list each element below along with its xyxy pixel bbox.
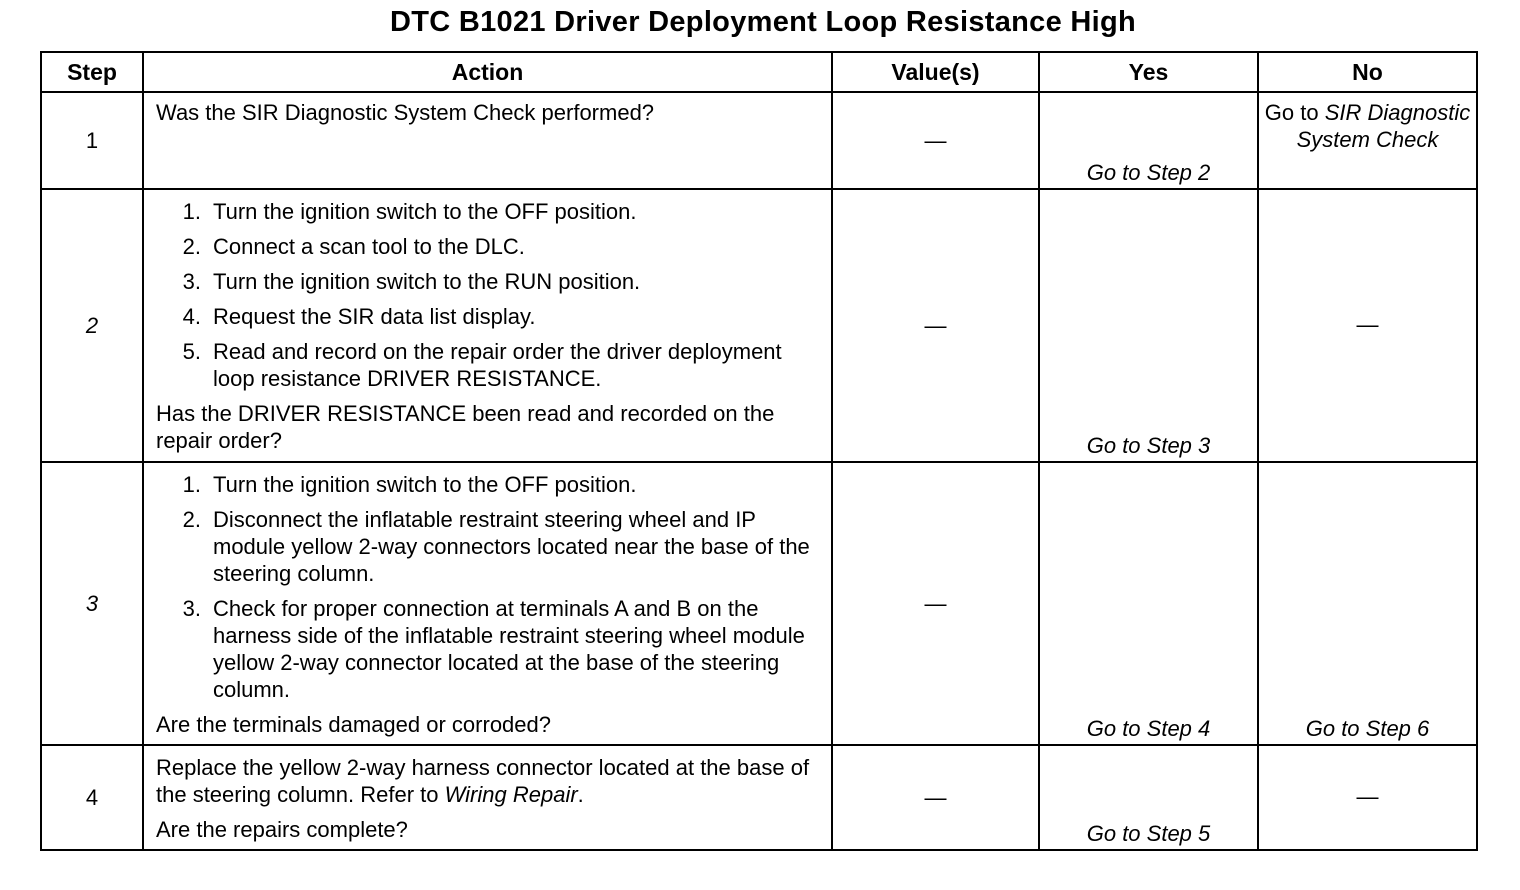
action-text-suffix: . xyxy=(577,782,584,807)
page-title: DTC B1021 Driver Deployment Loop Resistance High xyxy=(389,6,1137,38)
table-row xyxy=(41,745,1477,850)
action-text xyxy=(156,754,821,808)
wiring-repair-reference: Wiring Repair xyxy=(444,782,578,807)
list-item: 4. Request the SIR data list display. xyxy=(182,304,536,329)
list-item: 3. Turn the ignition switch to the RUN position. xyxy=(182,269,641,294)
table-row xyxy=(41,462,1477,745)
value-cell: — xyxy=(832,745,1039,850)
action-question: Are the terminals damaged or corroded? xyxy=(156,712,551,737)
yes-cell: Go to Step 4 xyxy=(1039,462,1258,745)
step-number: 1 xyxy=(41,92,143,189)
list-item: 3. Check for proper connection at terminals A and B on the harness side of the inflatable restraint steering wheel module yellow 2-way connector located at the base of the steering column. xyxy=(182,596,805,702)
yes-cell: Go to Step 2 xyxy=(1039,92,1258,189)
no-cell xyxy=(1258,92,1477,189)
value-cell: — xyxy=(832,189,1039,462)
header-yes: Yes xyxy=(1039,52,1258,92)
no-cell: Go to Step 6 xyxy=(1258,462,1477,745)
action-cell xyxy=(143,745,832,850)
list-item: 1. Turn the ignition switch to the OFF position. xyxy=(182,199,637,224)
action-question: Are the repairs complete? xyxy=(156,817,408,842)
list-item: 5. Read and record on the repair order the driver deployment loop resistance DRIVER RESISTANCE. xyxy=(182,339,782,391)
step-number: 4 xyxy=(41,745,143,850)
yes-cell: Go to Step 5 xyxy=(1039,745,1258,850)
no-cell: — xyxy=(1258,189,1477,462)
action-list xyxy=(156,198,821,392)
action-cell xyxy=(143,189,832,462)
action-text-prefix: Replace the yellow 2-way harness connector located at the base of the steering column. Refer to xyxy=(156,755,810,807)
header-no: No xyxy=(1258,52,1477,92)
yes-cell: Go to Step 3 xyxy=(1039,189,1258,462)
no-prefix: Go to xyxy=(1264,100,1325,125)
header-step: Step xyxy=(41,52,143,92)
list-item: 1. Turn the ignition switch to the OFF position. xyxy=(182,472,637,497)
header-value: Value(s) xyxy=(832,52,1039,92)
table-header-row xyxy=(41,52,1477,92)
list-item: 2. Disconnect the inflatable restraint steering wheel and IP module yellow 2-way connectors located near the base of the steering column. xyxy=(182,507,810,586)
step-number: 2 xyxy=(41,189,143,462)
no-italic: SIR Diagnostic System Check xyxy=(1296,100,1471,152)
action-list xyxy=(156,471,821,703)
value-cell: — xyxy=(832,462,1039,745)
action-cell xyxy=(143,462,832,745)
table-row xyxy=(41,189,1477,462)
list-item: 2. Connect a scan tool to the DLC. xyxy=(182,234,525,259)
no-cell: — xyxy=(1258,745,1477,850)
action-question: Has the DRIVER RESISTANCE been read and recorded on the repair order? xyxy=(156,401,775,453)
action-cell xyxy=(143,92,832,189)
step-number: 3 xyxy=(41,462,143,745)
header-action: Action xyxy=(143,52,832,92)
value-cell: — xyxy=(832,92,1039,189)
table-row xyxy=(41,92,1477,189)
action-text: Was the SIR Diagnostic System Check performed? xyxy=(156,100,655,125)
diagnostic-table xyxy=(40,51,1478,851)
